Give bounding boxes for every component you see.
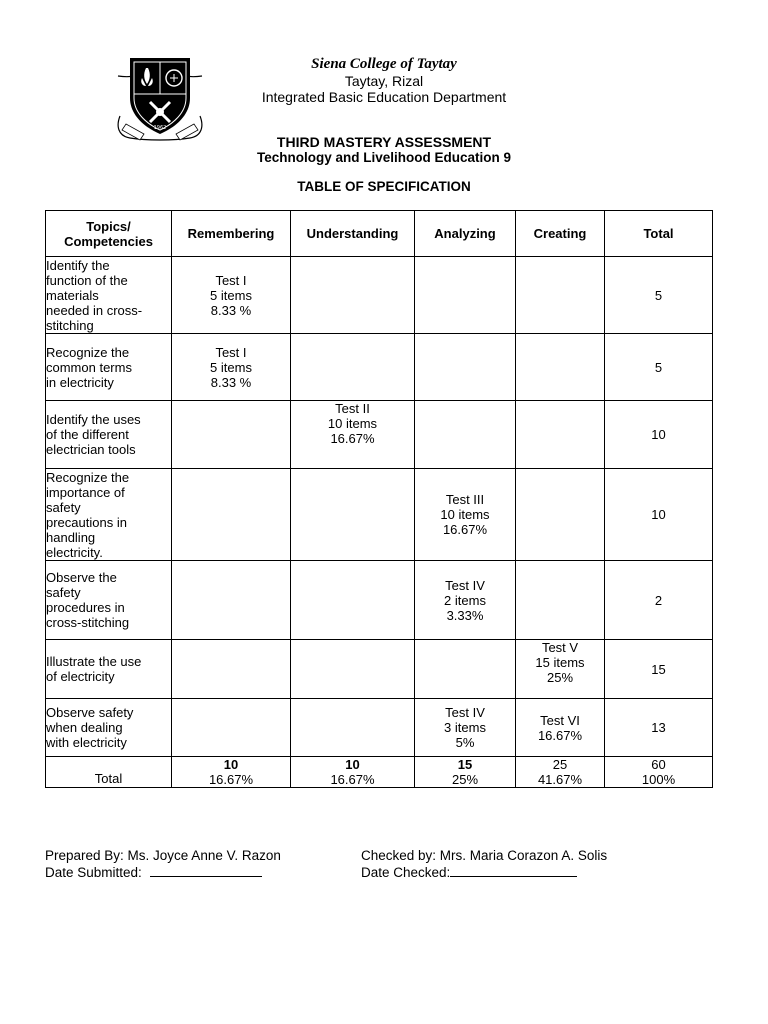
date-checked-label: Date Checked: <box>361 865 451 880</box>
checked-by: Checked by: Mrs. Maria Corazon A. Solis <box>361 848 608 863</box>
total-label: Total <box>46 757 172 788</box>
school-name: Siena College of Taytay <box>311 56 457 72</box>
creating-cell <box>516 561 605 640</box>
remembering-cell <box>172 640 291 699</box>
specification-table <box>45 210 713 788</box>
topic-cell: Observe the safety procedures in cross-stitching <box>46 561 172 640</box>
svg-text:1962: 1962 <box>153 125 167 131</box>
analyzing-cell <box>415 334 516 401</box>
remembering-cell <box>172 469 291 561</box>
analyzing-cell: Test IV 2 items 3.33% <box>415 561 516 640</box>
date-checked-blank <box>450 864 577 877</box>
total-percent: 100% <box>641 772 676 787</box>
school-town: Taytay, Rizal <box>344 73 424 89</box>
creating-cell <box>516 334 605 401</box>
topic-cell: Identify the uses of the different electrician tools <box>46 401 172 469</box>
header-remembering: Remembering <box>172 211 291 257</box>
header-total: Total <box>605 211 713 257</box>
date-checked-line <box>361 864 607 881</box>
prepared-section <box>45 848 281 881</box>
analyzing-cell <box>415 640 516 699</box>
header-topics: Topics/ Competencies <box>46 211 172 257</box>
understanding-cell <box>291 334 415 401</box>
header-analyzing: Analyzing <box>415 211 516 257</box>
assessment-title: THIRD MASTERY ASSESSMENT <box>276 134 492 150</box>
analyzing-total <box>415 757 516 788</box>
total-percent: 41.67% <box>537 772 583 787</box>
remembering-cell: Test I 5 items 8.33 % <box>172 334 291 401</box>
topic-cell: Recognize the importance of safety precautions in handling electricity. <box>46 469 172 561</box>
header-creating: Creating <box>516 211 605 257</box>
total-count: 15 <box>457 757 473 772</box>
table-row <box>46 561 713 640</box>
total-percent: 16.67% <box>208 772 254 787</box>
date-submitted-label: Date Submitted: <box>45 865 142 880</box>
analyzing-cell <box>415 257 516 334</box>
creating-cell <box>516 401 605 469</box>
total-cell: 2 <box>605 561 713 640</box>
table-row <box>46 334 713 401</box>
creating-cell <box>516 469 605 561</box>
date-submitted-line <box>45 864 281 881</box>
table-row <box>46 699 713 757</box>
grand-total <box>605 757 713 788</box>
total-cell: 5 <box>605 334 713 401</box>
topic-cell: Recognize the common terms in electricity <box>46 334 172 401</box>
understanding-total <box>291 757 415 788</box>
topic-cell: Illustrate the use of electricity <box>46 640 172 699</box>
understanding-cell <box>291 640 415 699</box>
total-count: 10 <box>345 757 360 772</box>
table-row <box>46 469 713 561</box>
total-cell: 10 <box>605 469 713 561</box>
header-understanding: Understanding <box>291 211 415 257</box>
understanding-cell <box>291 699 415 757</box>
table-header-row <box>46 211 713 257</box>
total-percent: 16.67% <box>330 772 375 787</box>
table-title: TABLE OF SPECIFICATION <box>297 179 471 194</box>
remembering-cell <box>172 699 291 757</box>
prepared-by: Prepared By: Ms. Joyce Anne V. Razon <box>45 848 281 863</box>
analyzing-cell: Test III 10 items 16.67% <box>415 469 516 561</box>
checked-section <box>361 848 607 881</box>
topic-cell: Observe safety when dealing with electricity <box>46 699 172 757</box>
understanding-cell <box>291 469 415 561</box>
remembering-cell <box>172 561 291 640</box>
total-count: 10 <box>223 757 239 772</box>
understanding-cell: Test II 10 items 16.67% <box>291 401 415 469</box>
total-cell: 15 <box>605 640 713 699</box>
remembering-cell <box>172 401 291 469</box>
total-cell: 5 <box>605 257 713 334</box>
total-cell: 13 <box>605 699 713 757</box>
creating-cell <box>516 257 605 334</box>
date-submitted-blank <box>150 864 262 877</box>
understanding-cell <box>291 257 415 334</box>
total-percent: 25% <box>451 772 479 787</box>
table-total-row <box>46 757 713 788</box>
table-row <box>46 640 713 699</box>
analyzing-cell <box>415 401 516 469</box>
remembering-cell: Test I 5 items 8.33 % <box>172 257 291 334</box>
analyzing-cell: Test IV 3 items 5% <box>415 699 516 757</box>
remembering-total <box>172 757 291 788</box>
creating-cell: Test VI 16.67% <box>516 699 605 757</box>
table-row <box>46 401 713 469</box>
total-cell: 10 <box>605 401 713 469</box>
creating-total <box>516 757 605 788</box>
creating-cell: Test V 15 items 25% <box>516 640 605 699</box>
total-count: 60 <box>651 757 666 772</box>
topic-cell: Identify the function of the materials needed in cross- stitching <box>46 257 172 334</box>
total-count: 25 <box>552 757 568 772</box>
subject-title: Technology and Livelihood Education 9 <box>256 150 511 165</box>
table-row <box>46 257 713 334</box>
understanding-cell <box>291 561 415 640</box>
department-name: Integrated Basic Education Department <box>261 89 507 105</box>
